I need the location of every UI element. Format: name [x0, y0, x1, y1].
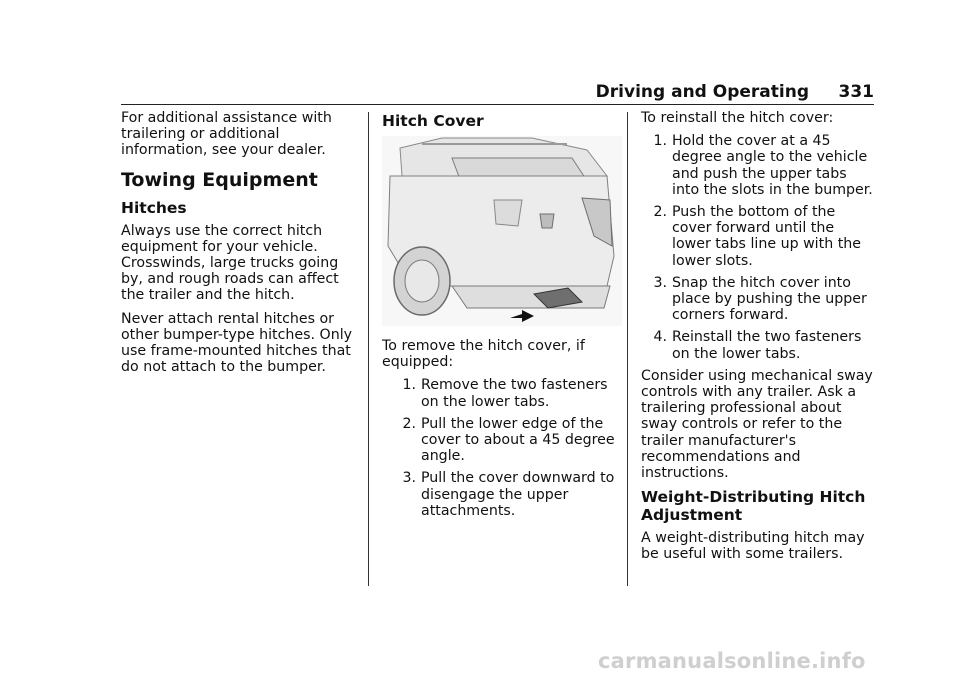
- column-divider-2: [627, 112, 628, 586]
- subheading-hitches: Hitches: [121, 198, 187, 217]
- step-number: 3.: [653, 274, 667, 291]
- step-text: Remove the two fasteners on the lower tabs.: [421, 377, 608, 410]
- list-item: [643, 275, 877, 324]
- reinstall-steps-list: [643, 133, 877, 362]
- heading-hitch-cover: Hitch Cover: [382, 112, 484, 130]
- step-number: 1.: [402, 377, 416, 394]
- sway-controls-paragraph: Consider using mechanical sway controls with any trailer. Ask a trailering professional about sway controls or refer to the trailer manufacturer's recommendations and instructions.: [641, 367, 873, 482]
- step-text: Snap the hitch cover into place by pushing the upper corners forward.: [672, 274, 867, 324]
- list-item: [643, 204, 877, 269]
- step-text: Pull the lower edge of the cover to about a 45 degree angle.: [421, 415, 615, 465]
- step-number: 4.: [653, 329, 667, 346]
- page-number: 331: [838, 82, 874, 102]
- remove-steps-list: [392, 377, 618, 519]
- column-1: [121, 110, 357, 382]
- list-item: [643, 329, 877, 361]
- column-divider-1: [368, 112, 369, 586]
- step-number: 2.: [402, 415, 416, 432]
- step-text: Push the bottom of the cover forward until the lower tabs line up with the lower slots.: [672, 204, 861, 269]
- weight-distributing-paragraph: A weight-distributing hitch may be useful with some trailers.: [641, 530, 865, 563]
- hitch-cover-illustration: [382, 136, 622, 326]
- list-item: [392, 470, 618, 519]
- step-number: 2.: [653, 204, 667, 221]
- column-2: [382, 110, 618, 525]
- section-title: Driving and Operating: [595, 82, 809, 102]
- heading-weight-distributing-hitch: Weight-Distributing Hitch Adjustment: [641, 488, 866, 525]
- heading-towing-equipment: Towing Equipment: [121, 168, 318, 191]
- header-rule: [121, 104, 874, 105]
- step-number: 1.: [653, 133, 667, 150]
- step-number: 3.: [402, 470, 416, 487]
- hitches-paragraph-2: Never attach rental hitches or other bumper-type hitches. Only use frame-mounted hitches that do not attach to the bumper.: [121, 310, 353, 376]
- step-text: Hold the cover at a 45 degree angle to the vehicle and push the upper tabs into the slots in the bumper.: [672, 133, 873, 198]
- list-item: [392, 377, 618, 409]
- page-header: [121, 82, 874, 104]
- hitches-paragraph-1: Always use the correct hitch equipment for your vehicle. Crosswinds, large trucks going by, and rough roads can affect the trailer and the hitch.: [121, 222, 339, 304]
- list-item: [643, 133, 877, 198]
- remove-intro: To remove the hitch cover, if equipped:: [382, 338, 585, 371]
- column-3: [641, 110, 877, 570]
- reinstall-intro: To reinstall the hitch cover:: [641, 110, 834, 126]
- list-item: [392, 416, 618, 465]
- watermark: carmanualsonline.info: [598, 649, 866, 673]
- intro-paragraph: For additional assistance with trailering or additional information, see your dealer.: [121, 110, 332, 159]
- step-text: Reinstall the two fasteners on the lower tabs.: [672, 329, 862, 362]
- step-text: Pull the cover downward to disengage the upper attachments.: [421, 470, 615, 519]
